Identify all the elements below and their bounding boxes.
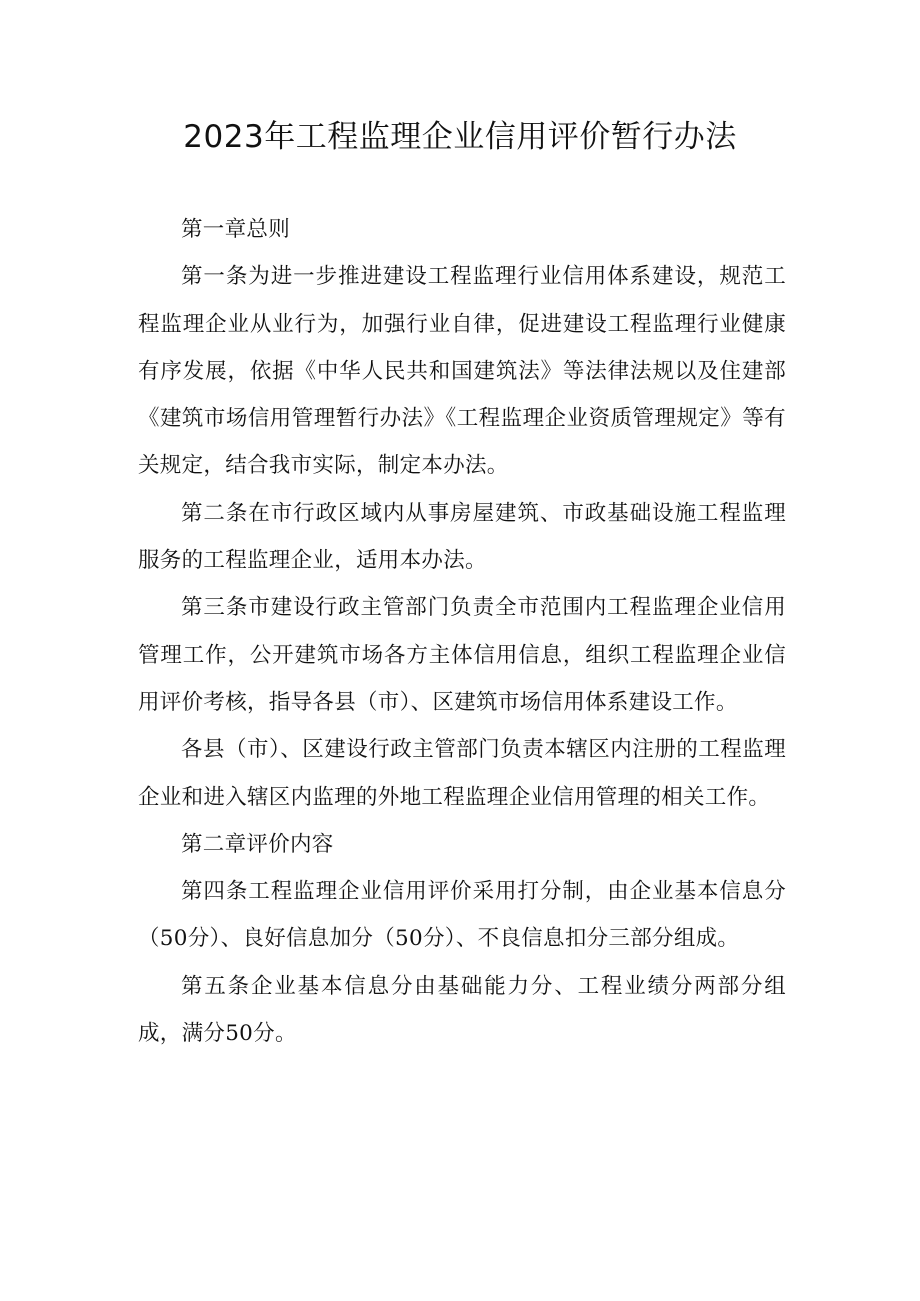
document-body	[138, 206, 786, 1057]
article-2: 第二条在市行政区域内从事房屋建筑、市政基础设施工程监理服务的工程监理企业，适用本办法。	[138, 500, 786, 574]
article-4: 第四条工程监理企业信用评价采用打分制，由企业基本信息分（50分）、良好信息加分（50分）、不良信息扣分三部分组成。	[138, 879, 786, 952]
article-1: 第一条为进一步推进建设工程监理行业信用体系建设，规范工程监理企业从业行为，加强行业自律，促进建设工程监理行业健康有序发展，依据《中华人民共和国建筑法》等法律法规以及住建部《建筑市场信用管理暂行办法》《工程监理企业资质管理规定》等有关规定，结合我市实际，制定本办法。	[138, 264, 786, 479]
article-3-continued: 各县（市）、区建设行政主管部门负责本辖区内注册的工程监理企业和进入辖区内监理的外地工程监理企业信用管理的相关工作。	[138, 737, 786, 810]
article-3: 第三条市建设行政主管部门负责全市范围内工程监理企业信用管理工作，公开建筑市场各方主体信用信息，组织工程监理企业信用评价考核，指导各县（市）、区建筑市场信用体系建设工作。	[138, 595, 786, 715]
document-title: 2023年工程监理企业信用评价暂行办法	[183, 119, 737, 155]
chapter-heading-2: 第二章评价内容	[181, 831, 334, 857]
chapter-heading-1: 第一章总则	[181, 217, 291, 242]
article-5: 第五条企业基本信息分由基础能力分、工程业绩分两部分组成，满分50分。	[138, 973, 786, 1047]
